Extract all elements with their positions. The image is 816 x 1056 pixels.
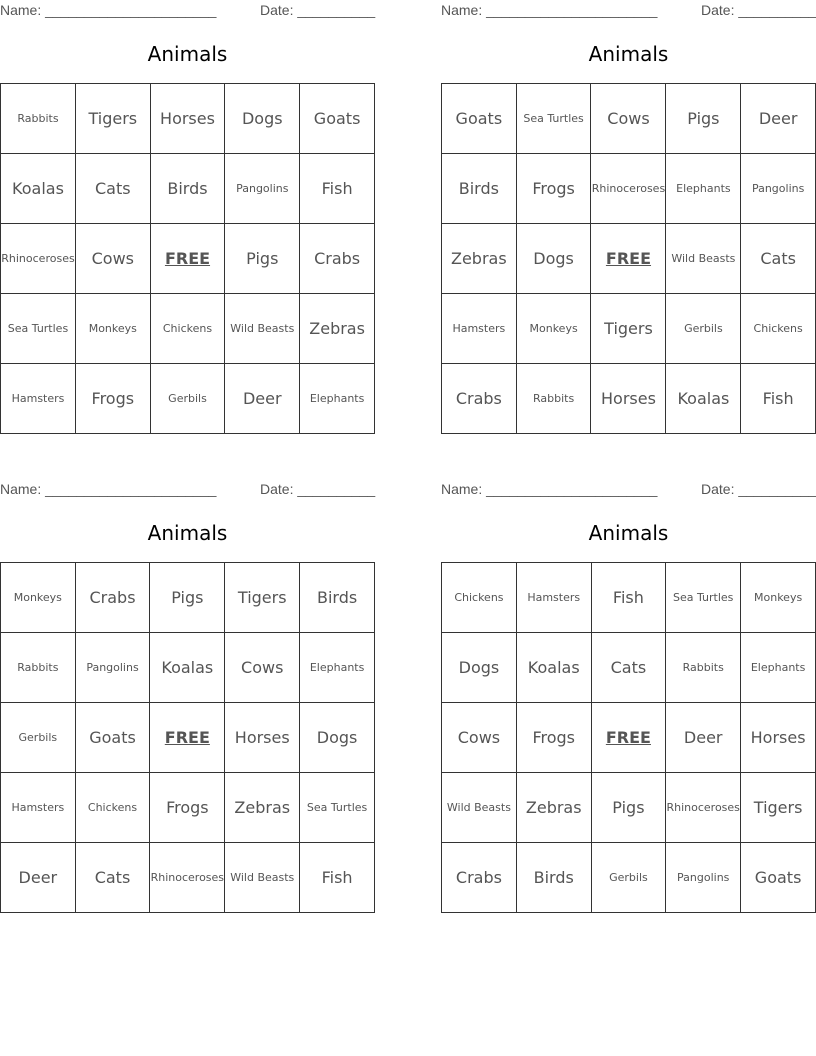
grid-row bbox=[1, 703, 375, 773]
bingo-cell: Frogs bbox=[150, 773, 225, 843]
bingo-cell: Birds bbox=[442, 154, 517, 224]
bingo-cell: Tigers bbox=[591, 294, 666, 364]
bingo-cell: Hamsters bbox=[442, 294, 517, 364]
bingo-cell: Fish bbox=[300, 154, 375, 224]
bingo-cell: Pigs bbox=[591, 773, 666, 843]
date-line: Date: __________ bbox=[701, 481, 816, 497]
bingo-cell: Dogs bbox=[516, 224, 591, 294]
bingo-grid bbox=[0, 562, 375, 913]
grid-row bbox=[442, 843, 816, 913]
grid-row bbox=[1, 563, 375, 633]
card-title: Animals bbox=[588, 521, 669, 545]
bingo-cell: Sea Turtles bbox=[516, 84, 591, 154]
bingo-cell: Zebras bbox=[225, 773, 300, 843]
bingo-cell: Sea Turtles bbox=[300, 773, 375, 843]
bingo-cell: Cats bbox=[75, 843, 150, 913]
bingo-grid bbox=[0, 83, 375, 434]
bingo-cell: Crabs bbox=[442, 364, 517, 434]
bingo-cell: Rhinoceroses bbox=[666, 773, 741, 843]
bingo-cell: Elephants bbox=[300, 633, 375, 703]
grid-row bbox=[1, 843, 375, 913]
bingo-cell: Chickens bbox=[150, 294, 225, 364]
bingo-cell: Rabbits bbox=[1, 633, 76, 703]
grid-row bbox=[1, 364, 375, 434]
bingo-cell: Tigers bbox=[225, 563, 300, 633]
bingo-cell: Cows bbox=[442, 703, 517, 773]
bingo-cell: Chickens bbox=[741, 294, 816, 364]
bingo-cell: Fish bbox=[591, 563, 666, 633]
bingo-cell: Wild Beasts bbox=[442, 773, 517, 843]
bingo-cell: Tigers bbox=[75, 84, 150, 154]
card-title: Animals bbox=[147, 521, 228, 545]
free-space-cell: FREE bbox=[591, 703, 666, 773]
bingo-cell: Gerbils bbox=[150, 364, 225, 434]
bingo-cell: Deer bbox=[741, 84, 816, 154]
bingo-cell: Goats bbox=[741, 843, 816, 913]
grid-row bbox=[442, 773, 816, 843]
grid-row bbox=[1, 633, 375, 703]
bingo-cell: Hamsters bbox=[1, 773, 76, 843]
grid-row bbox=[442, 294, 816, 364]
bingo-cell: Chickens bbox=[442, 563, 517, 633]
grid-row bbox=[1, 294, 375, 364]
grid-row bbox=[442, 633, 816, 703]
bingo-cell: Gerbils bbox=[591, 843, 666, 913]
grid-row bbox=[1, 224, 375, 294]
bingo-cell: Monkeys bbox=[1, 563, 76, 633]
free-space-cell: FREE bbox=[150, 703, 225, 773]
bingo-cell: Frogs bbox=[516, 703, 591, 773]
bingo-cell: Wild Beasts bbox=[666, 224, 741, 294]
bingo-cell: Horses bbox=[741, 703, 816, 773]
bingo-cell: Goats bbox=[442, 84, 517, 154]
bingo-cell: Frogs bbox=[516, 154, 591, 224]
bingo-grid bbox=[441, 562, 816, 913]
bingo-cell: Pigs bbox=[666, 84, 741, 154]
bingo-cell: Crabs bbox=[300, 224, 375, 294]
bingo-cell: Pangolins bbox=[666, 843, 741, 913]
date-line: Date: __________ bbox=[701, 2, 816, 18]
card-header bbox=[0, 2, 375, 20]
bingo-cell: Rabbits bbox=[1, 84, 76, 154]
bingo-cell: Rhinoceroses bbox=[150, 843, 225, 913]
bingo-cell: Gerbils bbox=[666, 294, 741, 364]
bingo-cell: Elephants bbox=[666, 154, 741, 224]
card-header bbox=[441, 481, 816, 499]
free-space-cell: FREE bbox=[150, 224, 225, 294]
bingo-cell: Fish bbox=[300, 843, 375, 913]
bingo-cell: Goats bbox=[75, 703, 150, 773]
grid-row bbox=[1, 773, 375, 843]
card-header bbox=[0, 481, 375, 499]
bingo-cell: Dogs bbox=[300, 703, 375, 773]
bingo-cell: Rabbits bbox=[666, 633, 741, 703]
grid-row bbox=[1, 84, 375, 154]
grid-row bbox=[442, 703, 816, 773]
bingo-cell: Koalas bbox=[1, 154, 76, 224]
grid-row bbox=[442, 84, 816, 154]
date-line: Date: __________ bbox=[260, 481, 376, 497]
grid-row bbox=[442, 154, 816, 224]
name-line: Name: ______________________ bbox=[0, 2, 217, 18]
bingo-cell: Cows bbox=[75, 224, 150, 294]
bingo-cell: Horses bbox=[150, 84, 225, 154]
bingo-grid bbox=[441, 83, 816, 434]
bingo-cell: Wild Beasts bbox=[225, 843, 300, 913]
bingo-cell: Horses bbox=[225, 703, 300, 773]
bingo-cell: Zebras bbox=[516, 773, 591, 843]
bingo-cell: Rhinoceroses bbox=[591, 154, 666, 224]
name-line: Name: ______________________ bbox=[441, 2, 658, 18]
card-header bbox=[441, 2, 816, 20]
bingo-cell: Rabbits bbox=[516, 364, 591, 434]
bingo-cell: Wild Beasts bbox=[225, 294, 300, 364]
bingo-cell: Pigs bbox=[150, 563, 225, 633]
bingo-cell: Cats bbox=[591, 633, 666, 703]
bingo-cell: Deer bbox=[666, 703, 741, 773]
bingo-cell: Crabs bbox=[442, 843, 517, 913]
bingo-cell: Rhinoceroses bbox=[1, 224, 76, 294]
bingo-cell: Goats bbox=[300, 84, 375, 154]
bingo-cell: Koalas bbox=[516, 633, 591, 703]
bingo-cell: Birds bbox=[150, 154, 225, 224]
name-line: Name: ______________________ bbox=[441, 481, 658, 497]
grid-row bbox=[1, 154, 375, 224]
bingo-cell: Gerbils bbox=[1, 703, 76, 773]
bingo-cell: Pangolins bbox=[741, 154, 816, 224]
bingo-cell: Deer bbox=[225, 364, 300, 434]
bingo-cell: Koalas bbox=[150, 633, 225, 703]
bingo-cell: Dogs bbox=[442, 633, 517, 703]
bingo-cell: Deer bbox=[1, 843, 76, 913]
bingo-cell: Birds bbox=[300, 563, 375, 633]
grid-row bbox=[442, 224, 816, 294]
bingo-cell: Elephants bbox=[300, 364, 375, 434]
date-line: Date: __________ bbox=[260, 2, 376, 18]
bingo-cell: Crabs bbox=[75, 563, 150, 633]
bingo-cell: Elephants bbox=[741, 633, 816, 703]
bingo-cell: Cats bbox=[741, 224, 816, 294]
name-line: Name: ______________________ bbox=[0, 481, 217, 497]
bingo-cell: Hamsters bbox=[1, 364, 76, 434]
bingo-cell: Tigers bbox=[741, 773, 816, 843]
bingo-cell: Sea Turtles bbox=[666, 563, 741, 633]
bingo-cell: Pangolins bbox=[75, 633, 150, 703]
bingo-cell: Cows bbox=[591, 84, 666, 154]
bingo-cell: Chickens bbox=[75, 773, 150, 843]
bingo-cell: Sea Turtles bbox=[1, 294, 76, 364]
free-space-cell: FREE bbox=[591, 224, 666, 294]
bingo-cell: Koalas bbox=[666, 364, 741, 434]
bingo-cell: Pigs bbox=[225, 224, 300, 294]
bingo-cell: Hamsters bbox=[516, 563, 591, 633]
bingo-cell: Monkeys bbox=[75, 294, 150, 364]
bingo-cell: Dogs bbox=[225, 84, 300, 154]
bingo-cell: Cows bbox=[225, 633, 300, 703]
bingo-cell: Pangolins bbox=[225, 154, 300, 224]
card-title: Animals bbox=[147, 42, 228, 66]
bingo-cell: Birds bbox=[516, 843, 591, 913]
card-title: Animals bbox=[588, 42, 669, 66]
bingo-cell: Monkeys bbox=[741, 563, 816, 633]
bingo-cell: Zebras bbox=[300, 294, 375, 364]
bingo-cell: Cats bbox=[75, 154, 150, 224]
bingo-cell: Fish bbox=[741, 364, 816, 434]
bingo-cell: Monkeys bbox=[516, 294, 591, 364]
grid-row bbox=[442, 563, 816, 633]
grid-row bbox=[442, 364, 816, 434]
bingo-cell: Horses bbox=[591, 364, 666, 434]
bingo-cell: Frogs bbox=[75, 364, 150, 434]
bingo-cell: Zebras bbox=[442, 224, 517, 294]
